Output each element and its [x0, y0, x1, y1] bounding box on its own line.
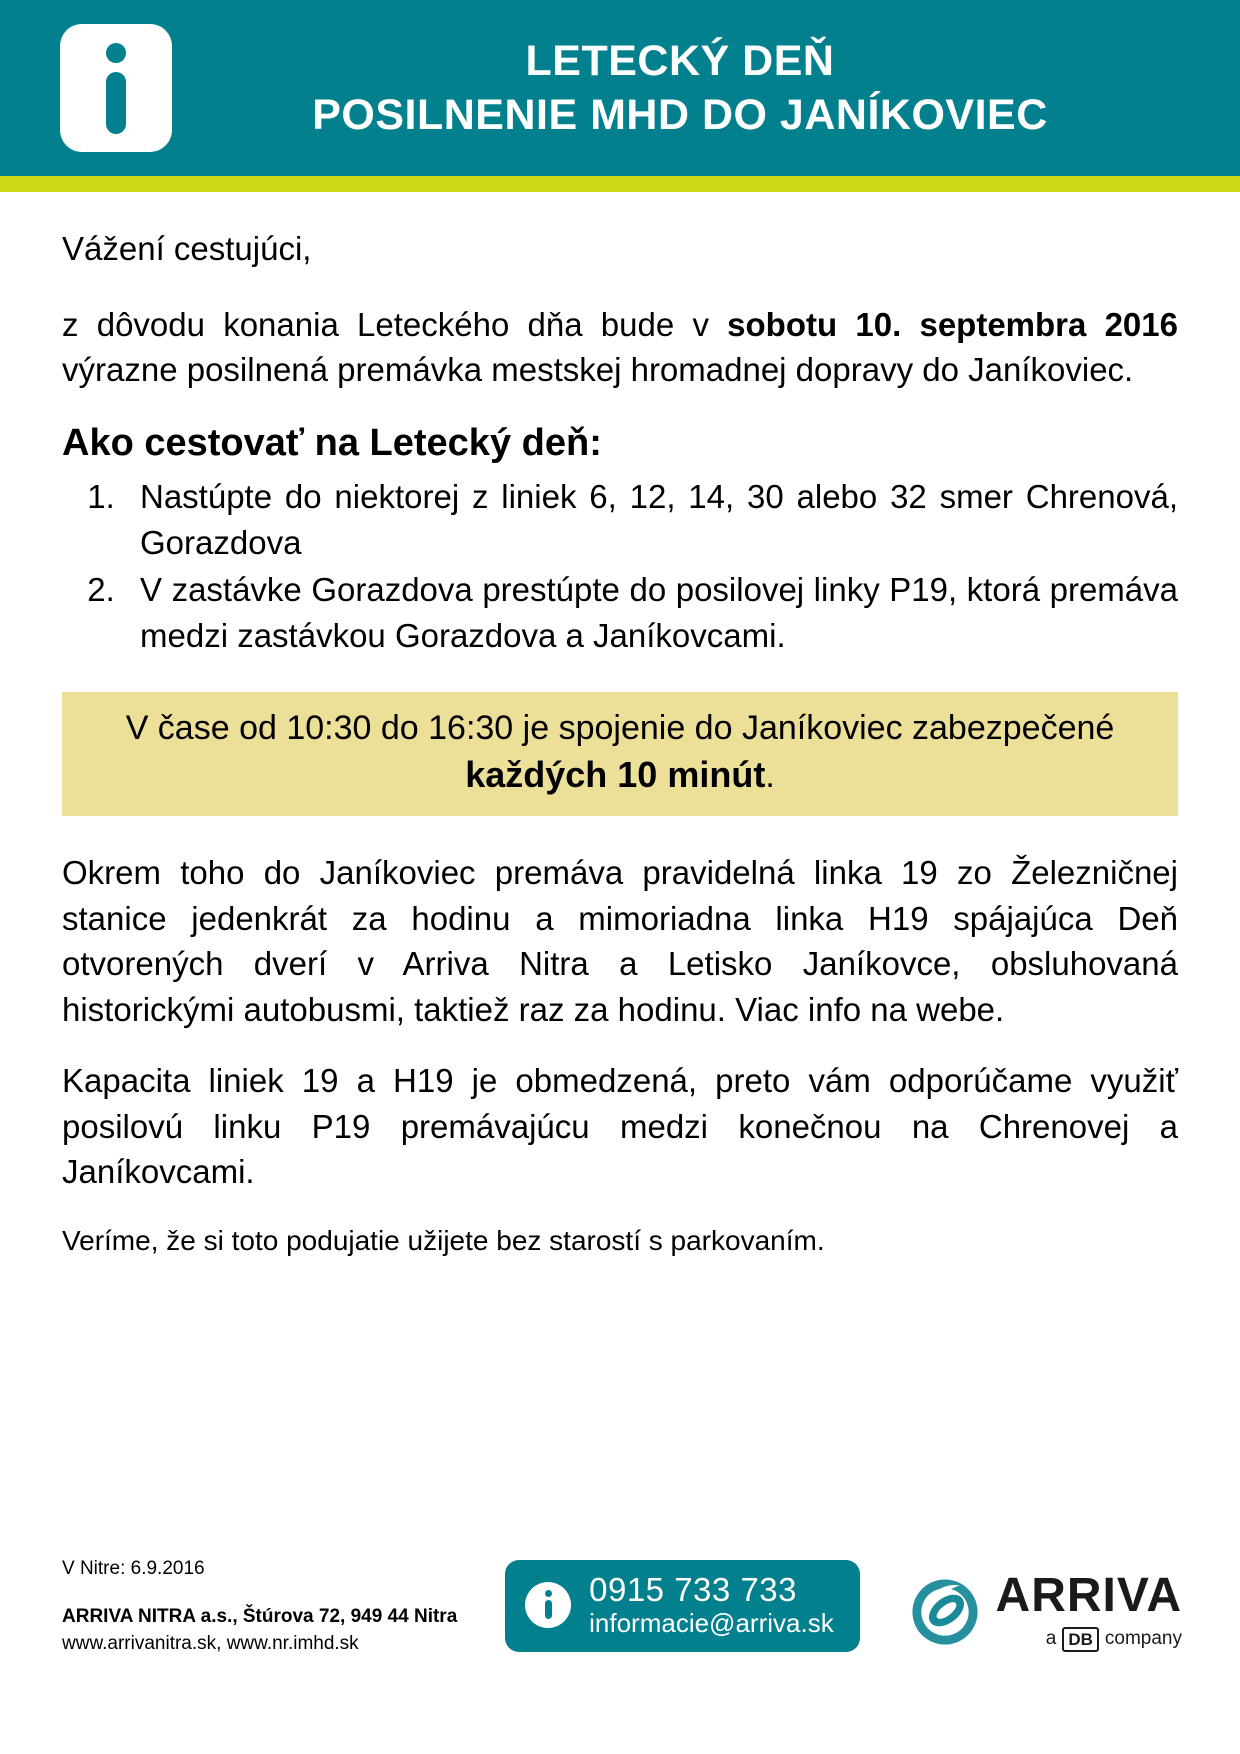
footer-publisher-info: [62, 1555, 457, 1658]
db-logo-box: DB: [1062, 1627, 1099, 1652]
notice-body: [0, 192, 1240, 1260]
frequency-highlight-box: [62, 692, 1178, 816]
arriva-swirl-icon: [908, 1575, 982, 1649]
arriva-logo-text: [995, 1568, 1182, 1652]
tagline-company: company: [1104, 1628, 1182, 1650]
arriva-wordmark: ARRIVA: [995, 1568, 1182, 1622]
page-header: [0, 0, 1240, 176]
contact-details: [589, 1572, 834, 1638]
page-footer: [0, 1555, 1240, 1658]
info-circle-icon: [525, 1582, 571, 1628]
tagline-a: a: [1045, 1628, 1057, 1650]
list-item: 1. Nastúpte do niektorej z liniek 6, 12, 14, 30 alebo 32 smer Chrenová, Gorazdova: [124, 474, 1178, 565]
company-websites[interactable]: www.arrivanitra.sk, www.nr.imhd.sk: [62, 1633, 359, 1655]
arriva-logo: [908, 1568, 1182, 1652]
page-title-line-1: LETECKÝ DEŇ: [525, 36, 835, 85]
highlight-text-after: .: [765, 757, 775, 796]
travel-steps-list: [62, 474, 1178, 658]
capacity-paragraph: Kapacita liniek 19 a H19 je obmedzená, preto vám odporúčame využiť posilovú linku P19 premávajúcu medzi konečnou na Chrenovej a Janíkovcami.: [62, 1062, 1178, 1191]
highlight-text-before: V čase od 10:30 do 16:30 je spojenie do Janíkoviec zabezpečené: [125, 709, 1115, 748]
arriva-tagline: [1046, 1627, 1182, 1652]
place-and-date: V Nitre: 6.9.2016: [62, 1558, 205, 1580]
closing-paragraph: Veríme, že si toto podujatie užijete bez starostí s parkovaním.: [62, 1225, 825, 1257]
intro-date-bold: sobotu 10. septembra 2016: [727, 305, 1178, 343]
page-title-line-2: POSILNENIE MHD DO JANÍKOVIEC: [312, 91, 1048, 139]
info-icon: [60, 24, 172, 152]
page-title: [172, 34, 1216, 142]
info-circle-icon-stem: [545, 1600, 552, 1619]
section-title-how-to-travel: Ako cestovať na Letecký deň:: [62, 421, 602, 464]
highlight-text-bold: každých 10 minút: [465, 754, 766, 796]
accent-bar: [0, 176, 1240, 192]
company-address: ARRIVA NITRA a.s., Štúrova 72, 949 44 Nitra: [62, 1605, 458, 1627]
intro-after-bold: výrazne posilnená premávka mestskej hromadnej dopravy do Janíkoviec.: [62, 351, 1134, 389]
intro-before-bold: z dôvodu konania Leteckého dňa bude v: [62, 305, 728, 343]
info-icon-stem: [106, 72, 126, 134]
extra-lines-paragraph: Okrem toho do Janíkoviec premáva pravidelná linka 19 zo Železničnej stanice jedenkrát za hodinu a mimoriadna linka H19 spájajúca Deň otvorených dverí v Arriva Nitra a Letisko Janíkovce, obsluhovaná historickými autobusmi, taktiež raz za hodinu. Viac info na webe.: [62, 854, 1178, 1028]
contact-badge[interactable]: [505, 1560, 860, 1652]
info-circle-icon-dot: [545, 1590, 552, 1597]
contact-phone[interactable]: 0915 733 733: [589, 1570, 797, 1608]
contact-email[interactable]: informacie@arriva.sk: [589, 1607, 834, 1638]
intro-paragraph: [62, 302, 1178, 393]
greeting-text: Vážení cestujúci,: [62, 230, 312, 267]
list-item: 2. V zastávke Gorazdova prestúpte do posilovej linky P19, ktorá premáva medzi zastávkou Gorazdova a Janíkovcami.: [124, 567, 1178, 658]
info-icon-dot: [106, 43, 126, 63]
